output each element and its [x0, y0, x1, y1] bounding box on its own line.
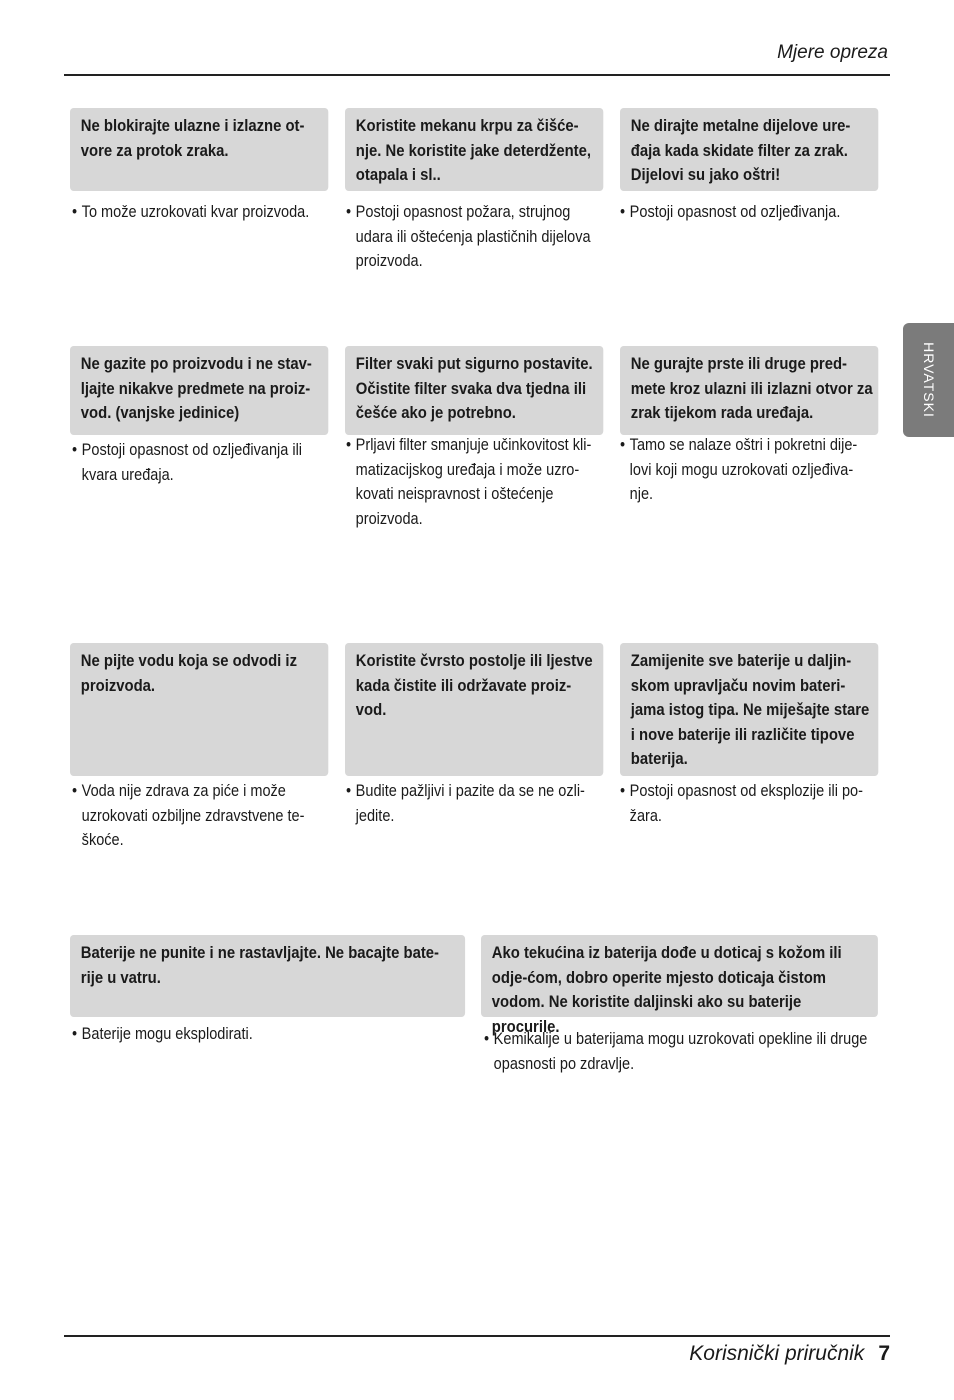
- warning-note-1: [72, 200, 327, 225]
- header-rule: [64, 74, 890, 76]
- warning-note-5: [346, 433, 601, 531]
- warning-box-5: Filter svaki put sigurno postavite. Očistite filter svaka dva tjedna ili češće ako je potrebno.: [345, 346, 603, 435]
- note-text: Postoji opasnost od ozljeđivanja ili kvara uređaja.: [81, 441, 303, 484]
- warning-note-4: [72, 438, 327, 487]
- note-text: Postoji opasnost od ozljeđivanja.: [629, 203, 841, 221]
- warning-box-3: Ne dirajte metalne dijelove ure-đaja kada skidate filter za zrak. Dijelovi su jako oštri!: [620, 108, 878, 191]
- warning-box-2: Koristite mekanu krpu za čišće-nje. Ne koristite jake deterdžente, otapala i sl..: [345, 108, 603, 191]
- bullet: •: [72, 782, 78, 800]
- warning-note-10: [72, 1022, 459, 1047]
- page-header-title: Mjere opreza: [777, 42, 888, 63]
- warning-box-9: Zamijenite sve baterije u daljin-skom upravljaču novim bateri-jama istog tipa. Ne miješajte stare i nove baterije ili različite tipove baterija.: [620, 643, 878, 776]
- warning-note-3: [620, 200, 875, 225]
- note-text: Prljavi filter smanjuje učinkovitost kli-matizacijskog uređaja i može uzro-kovati neispravnost i oštećenje proizvoda.: [355, 436, 592, 528]
- bullet: •: [620, 203, 626, 221]
- warning-note-11: [484, 1027, 876, 1076]
- bullet: •: [72, 203, 78, 221]
- bullet: •: [72, 1025, 78, 1043]
- bullet: •: [620, 782, 626, 800]
- warning-box-4: Ne gazite po proizvodu i ne stav-ljajte nikakve predmete na proiz-vod. (vanjske jedinice): [70, 346, 328, 435]
- language-tab: [903, 323, 954, 437]
- note-text: Postoji opasnost od eksplozije ili po-žara.: [629, 782, 863, 825]
- bullet: •: [346, 782, 352, 800]
- bullet: •: [346, 203, 352, 221]
- bullet: •: [484, 1030, 490, 1048]
- warning-box-8: Koristite čvrsto postolje ili ljestve kada čistite ili održavate proiz-vod.: [345, 643, 603, 776]
- warning-box-7: Ne pijte vodu koja se odvodi iz proizvoda.: [70, 643, 328, 776]
- note-text: Budite pažljivi i pazite da se ne ozli-jedite.: [355, 782, 585, 825]
- warning-box-6: Ne gurajte prste ili druge pred-mete kroz ulazni ili izlazni otvor za zrak tijekom rada uređaja.: [620, 346, 878, 435]
- page-footer: [689, 1342, 890, 1366]
- note-text: Kemikalije u baterijama mogu uzrokovati opekline ili druge opasnosti po zdravlje.: [493, 1030, 868, 1073]
- warning-note-6: [620, 433, 875, 507]
- note-text: Voda nije zdrava za piće i može uzrokovati ozbiljne zdravstvene te-škoće.: [81, 782, 305, 849]
- note-text: Tamo se nalaze oštri i pokretni dije-lovi koji mogu uzrokovati ozljeđiva-nje.: [629, 436, 858, 503]
- bullet: •: [72, 441, 78, 459]
- warning-note-2: [346, 200, 601, 274]
- note-text: Baterije mogu eksplodirati.: [81, 1025, 253, 1043]
- bullet: •: [620, 436, 626, 454]
- footer-label: Korisnički priručnik: [689, 1342, 865, 1365]
- warning-note-8: [346, 779, 601, 828]
- footer-rule: [64, 1335, 890, 1337]
- note-text: Postoji opasnost požara, strujnog udara ili oštećenja plastičnih dijelova proizvoda.: [355, 203, 591, 270]
- warning-box-1: Ne blokirajte ulazne i izlazne ot-vore za protok zraka.: [70, 108, 328, 191]
- bullet: •: [346, 436, 352, 454]
- warning-note-9: [620, 779, 875, 828]
- warning-box-10: Baterije ne punite i ne rastavljajte. Ne bacajte bate-rije u vatru.: [70, 935, 465, 1017]
- warning-box-11: Ako tekućina iz baterija dođe u doticaj s kožom ili odje-ćom, dobro operite mjesto doticaja čistom vodom. Ne koristite daljinski ako su baterije procurile.: [481, 935, 878, 1017]
- language-tab-label: HRVATSKI: [920, 342, 937, 418]
- note-text: To može uzrokovati kvar proizvoda.: [81, 203, 310, 221]
- page-number: 7: [878, 1342, 890, 1365]
- warning-note-7: [72, 779, 327, 853]
